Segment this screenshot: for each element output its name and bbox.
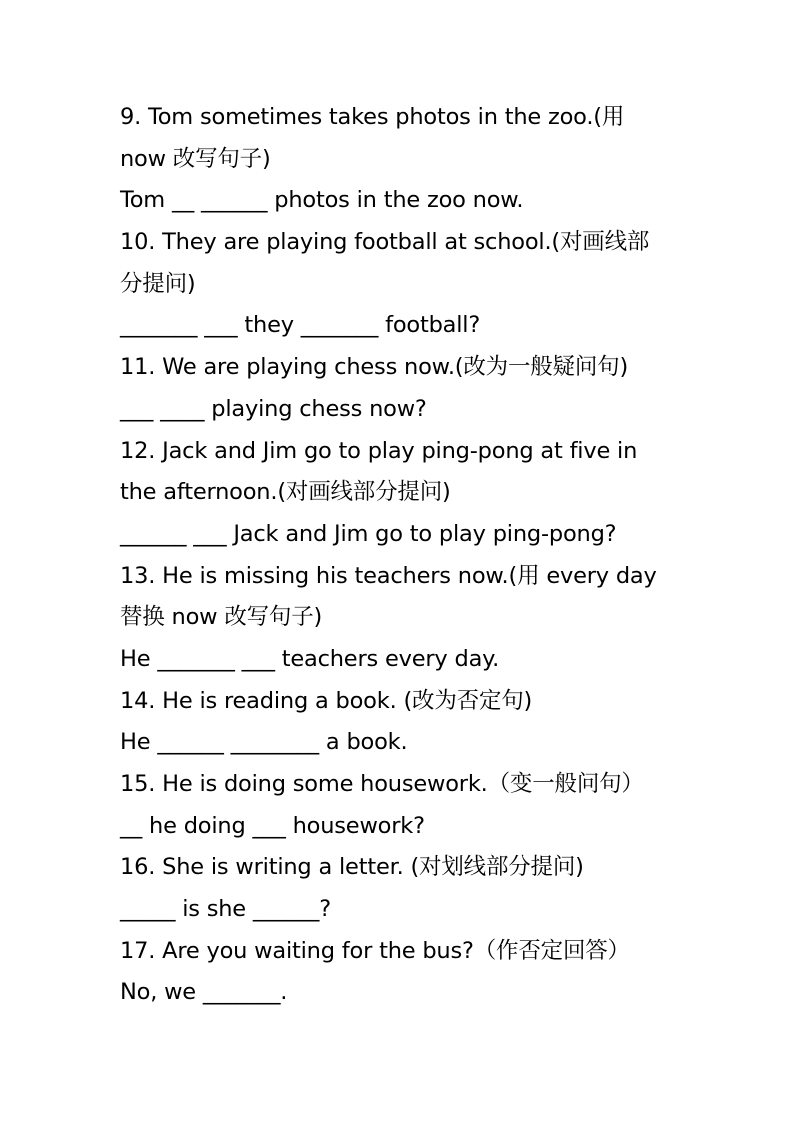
question-12-answer-line: ______ ___ Jack and Jim go to play ping-pong? [120, 520, 617, 547]
question-9-prompt-line-2: now 改写句子) [120, 145, 271, 172]
question-9-prompt-line-1: 9. Tom sometimes takes photos in the zoo.(用 [120, 104, 625, 130]
question-11-answer-line: ___ ____ playing chess now? [120, 395, 427, 422]
question-17-answer-line: No, we _______. [120, 979, 288, 1006]
question-10-prompt-line-2: 分提问) [120, 270, 196, 297]
question-12-prompt-line-1: 12. Jack and Jim go to play ping-pong at five in [120, 437, 638, 464]
worksheet-page [120, 97, 680, 1014]
question-10-answer-line: _______ ___ they _______ football? [120, 312, 481, 339]
question-13-prompt-line-2: 替换 now 改写句子) [120, 604, 323, 631]
question-14-answer-line: He ______ ________ a book. [120, 729, 408, 756]
question-13-prompt-line-1: 13. He is missing his teachers now.(用 every day [120, 562, 657, 589]
question-17-prompt-line: 17. Are you waiting for the bus?（作否定回答） [120, 937, 630, 964]
question-10-prompt-line-1: 10. They are playing football at school.(对画线部 [120, 229, 650, 256]
question-13-answer-line: He _______ ___ teachers every day. [120, 645, 500, 672]
question-16-prompt-line: 16. She is writing a letter. (对划线部分提问) [120, 854, 584, 881]
question-11-prompt-line: 11. We are playing chess now.(改为一般疑问句) [120, 354, 629, 381]
question-16-answer-line: _____ is she ______? [120, 896, 331, 923]
question-15-answer-line: __ he doing ___ housework? [120, 812, 425, 839]
question-14-prompt-line: 14. He is reading a book. (改为否定句) [120, 687, 533, 714]
question-9-answer-line: Tom __ ______ photos in the zoo now. [120, 187, 524, 214]
question-15-prompt-line: 15. He is doing some housework.（变一般问句） [120, 771, 644, 797]
question-12-prompt-line-2: the afternoon.(对画线部分提问) [120, 479, 451, 506]
